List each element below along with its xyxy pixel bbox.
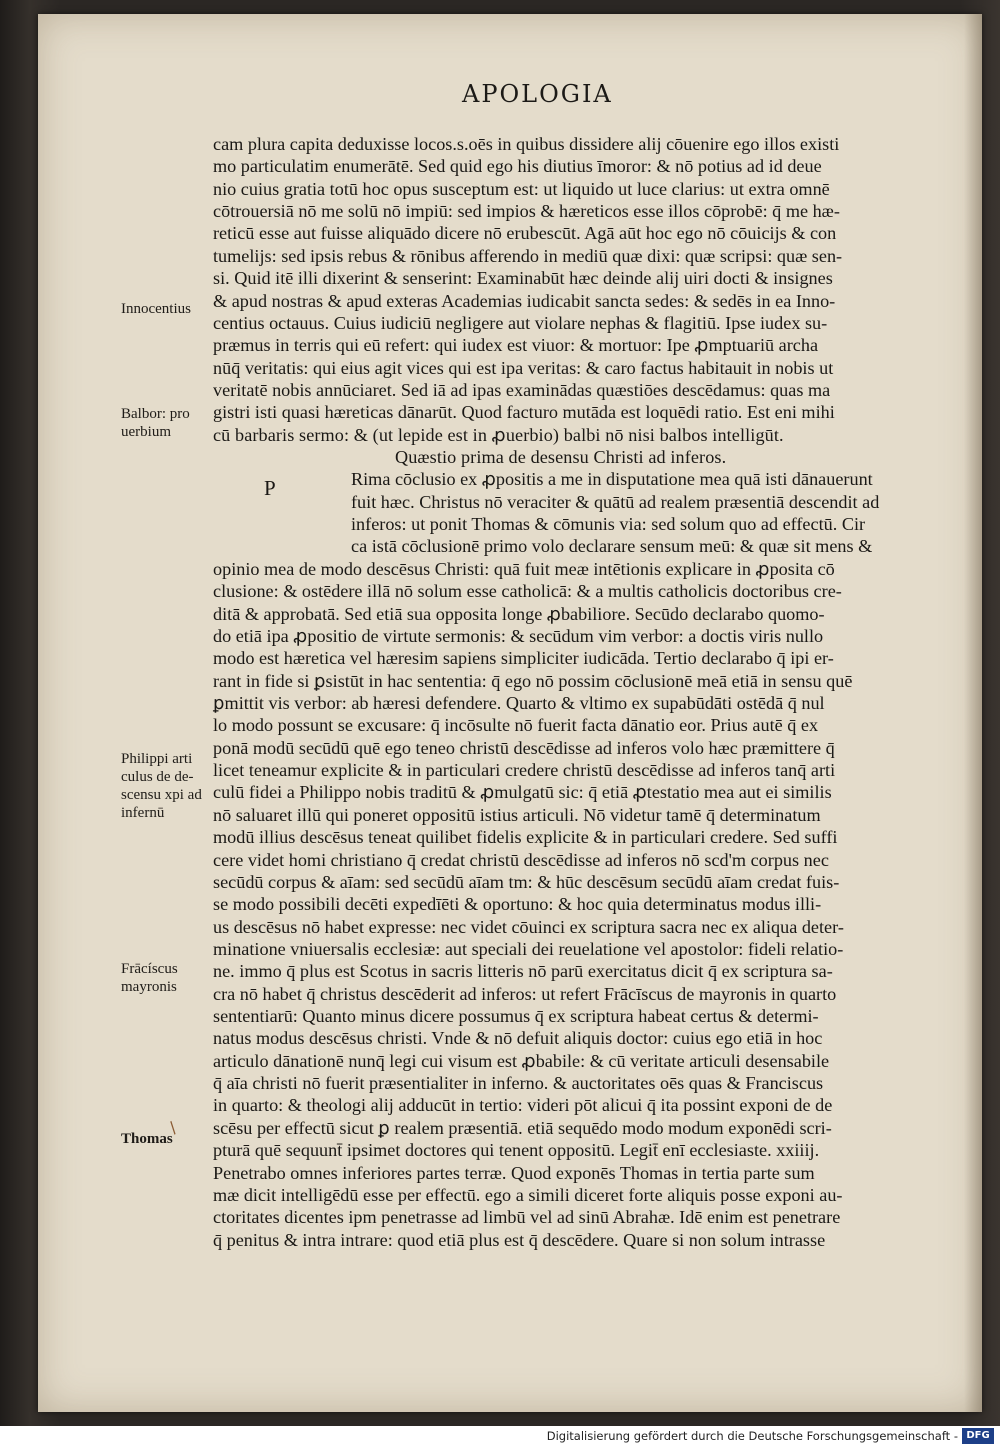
text-line: ne. immo q̄ plus est Scotus in sacris litteris nō parū exercitatus dicit q̄ ex scriptura sa-: [213, 961, 833, 982]
text-line: cōtrouersiā nō me solū nō impiū: sed impios & hæreticos esse illos cōprobē: q̄ me hæ-: [213, 201, 840, 222]
text-line: clusione: & ostēdere illā nō solum esse catholicā: & a multis catholicis doctoribus cre-: [213, 581, 842, 602]
margin-note-thomas: Thomas: [121, 1131, 173, 1147]
text-line: Quæstio prima de desensu Christi ad inferos.: [395, 447, 727, 468]
text-line: ctoritates dicentes ipm penetrasse ad limbū vel ad sinū Abrahæ. Idē enim est penetrare: [213, 1207, 841, 1228]
text-line: cū barbaris sermo: & (ut lepide est in ꝓuerbio) balbi nō nisi balbos intelligūt.: [213, 424, 784, 445]
running-head: APOLOGIA: [462, 80, 613, 108]
text-line: scēsu per effectū sicut ꝑ realem præsentiā. etiā sequēdo modo modum exponēdi scri-: [213, 1117, 832, 1138]
text-line: q̄ penitus & intra intrare: quod etiā plus est q̄ descēdere. Quare si non solum intrasse: [213, 1229, 826, 1250]
text-line: secūdū corpus & aīam: sed secūdū aīam tm: & hūc descēsum secūdū aīam credat fuis-: [213, 871, 840, 892]
page-edge-shadow: [964, 14, 982, 1412]
text-line: nūq̄ veritatis: qui eius agit vices qui est ipa veritas: & caro factus habitauit in nobis ut: [213, 357, 834, 378]
text-line: pturā quē sequunt̄ ipsimet doctores qui tenent oppositū. Legit̄ enī ecclesiaste. xxiiij.: [213, 1140, 820, 1161]
text-line: reticū esse aut fuisse aliquādo dicere nō erubescūt. Agā aūt hoc ego nō cōuicijs & con: [213, 223, 837, 244]
text-line: veritatē nobis annūciaret. Sed iā ad ipas examinādas quæstiōes descēdamus: quas ma: [213, 379, 831, 400]
text-line: ꝑmittit vis verbor: ab hæresi defendere. Quarto & vltimo ex supabūdāti ostēdā q̄ nul: [213, 692, 825, 713]
text-line: cra nō habet q̄ christus descēderit ad inferos: ut refert Frācīscus de mayronis in quarto: [213, 983, 837, 1004]
text-line: minatione vniuersalis ecclesiæ: aut speciali dei reuelatione vel apostolor: fideli relatio-: [213, 938, 844, 959]
text-body: [213, 133, 913, 1251]
drop-initial: P: [264, 476, 276, 500]
text-line: do etiā ipa ꝓpositio de virtute sermonis: & secūdum vim verbor: a doctis viris nullo: [213, 625, 824, 646]
text-line: cere videt homi christiano q̄ credat christū descēdisse ad inferos nō scd'm corpus nec: [213, 849, 829, 870]
text-line: modo est hæretica vel hæresim sapiens simpliciter iudicāda. Tertio declarabo q̄ ipi er-: [213, 648, 834, 669]
text-line: Penetrabo omnes inferiores partes terræ. Quod exponēs Thomas in tertia parte sum: [213, 1162, 815, 1183]
footer-credit: Digitalisierung gefördert durch die Deutsche Forschungsgemeinschaft -: [546, 1429, 958, 1443]
text-line: sententiarū: Quanto minus dicere possumus q̄ ex scriptura habeat certus & determi-: [213, 1006, 819, 1027]
footer-bar: [0, 1426, 1000, 1448]
text-line: lo modo possunt se excusare: q̄ incōsulte nō fuerit facta dānatio eor. Prius autē q̄ ex: [213, 715, 819, 736]
text-line: us descēsus nō habet expresse: nec videt cōuinci ex scriptura sacra nec ex aliqua deter-: [213, 916, 844, 937]
margin-note-philippi: Philippi arti culus de de- scensu xpi ad infernū: [121, 751, 202, 821]
text-line: præmus in terris qui eū refert: qui iudex est viuor: & mortuor: Ipe ꝓmptuariū archa: [213, 335, 819, 356]
text-line: modū illius descēsus teneat quilibet fidelis explicite & in particulari credere. Sed suffi: [213, 827, 838, 848]
text-line: & apud nostras & apud exteras Academias iudicabit sancta sedes: & sedēs in ea Inno-: [213, 290, 836, 311]
margin-note-balbor: Balbor: pro uerbium: [121, 406, 190, 440]
text-line: se modo possibili decēti expedīēti & oportuno: & hoc quia determinatus modus illi-: [213, 894, 822, 915]
text-line: tumelijs: sed ipsis rebus & rōnibus afferendo in mediū quæ dixi: quæ scripsi: quæ sen-: [213, 245, 843, 266]
text-line: natus modus descēsus christi. Vnde & nō defuit aliquis doctor: cuius ego etiā in hoc: [213, 1028, 823, 1049]
text-line: in quarto: & theologi alij adducūt in tertio: videri pōt alicui q̄ ita possint exponi de de: [213, 1095, 833, 1116]
text-line: rant in fide si ꝑsistūt in hac sententia: q̄ ego nō possim cōclusionē meā etiā in sensu quē: [213, 670, 853, 691]
text-line: gistri isti quasi hæreticas dānarūt. Quod facturo mutāda est loquēdi ratio. Est eni mihi: [213, 402, 835, 423]
text-line: ditā & approbatā. Sed etiā sua opposita longe ꝓbabiliore. Secūdo declarabo quomo-: [213, 603, 825, 624]
dfg-logo: DFG: [962, 1428, 994, 1444]
text-line: articulo dānationē nunq̄ legi cui visum est ꝓbabile: & cū veritate articuli desensabile: [213, 1050, 830, 1071]
text-line: cam plura capita deduxisse locos.s.oēs in quibus dissidere alij cōuenire ego illos existi: [213, 134, 840, 154]
text-line: ca istā cōclusionē primo volo declarare sensum meū: & quæ sit mens &: [351, 536, 873, 557]
text-line: inferos: ut ponit Thomas & cōmunis via: sed solum quo ad effectū. Cir: [351, 514, 866, 535]
text-line: mo particulatim enumerātē. Sed quid ego his diutius īmoror: & nō potius ad id deue: [213, 156, 822, 177]
text-line: opinio mea de modo descēsus Christi: quā fuit meæ intētionis explicare in ꝓposita cō: [213, 558, 835, 579]
text-line: nō saluaret illū qui poneret oppositū istius articuli. Nō videtur tamē q̄ determinatum: [213, 804, 821, 825]
margin-note-innocentius: Innocentius: [121, 301, 191, 317]
text-line: ponā modū secūdū quē ego teneo christū descēdisse ad inferos volo hæc præmittere q̄: [213, 737, 835, 758]
text-line: nio cuius gratia totū hoc opus susceptum est: ut liquido ut luce clarius: ut extra omnē: [213, 178, 830, 199]
text-line: q̄ aīa christi nō fuerit præsentialiter in inferno. & auctoritates oēs quas & Franciscus: [213, 1073, 824, 1094]
text-line: centius octauus. Cuius iudiciū negligere aut violare nephas & flagitiū. Ipse iudex su-: [213, 312, 828, 333]
text-line: mæ dicit intelligēdū esse per effectū. ego a simili diceret forte aliquis posse exponi au-: [213, 1184, 843, 1205]
margin-note-franciscus: Frācíscus mayronis: [121, 961, 178, 995]
text-line: culū fidei a Philippo nobis traditū & ꝓmulgatū sic: q̄ etiā ꝓtestatio mea aut ei similis: [213, 782, 832, 803]
text-line: si. Quid itē illi dixerint & senserint: Examinabūt hæc deinde alij uiri docti & insignes: [213, 268, 833, 289]
text-line: licet teneamur explicite & in particulari credere christū descēdisse ad inferos tanq̄ arti: [213, 760, 836, 781]
text-line: fuit hæc. Christus nō veraciter & quātū ad realem præsentiā descendit ad: [351, 491, 880, 512]
pen-mark: /: [165, 1118, 181, 1137]
text-line: Rima cōclusio ex ꝓpositis a me in disputatione mea quā isti dānauerunt: [351, 469, 873, 490]
